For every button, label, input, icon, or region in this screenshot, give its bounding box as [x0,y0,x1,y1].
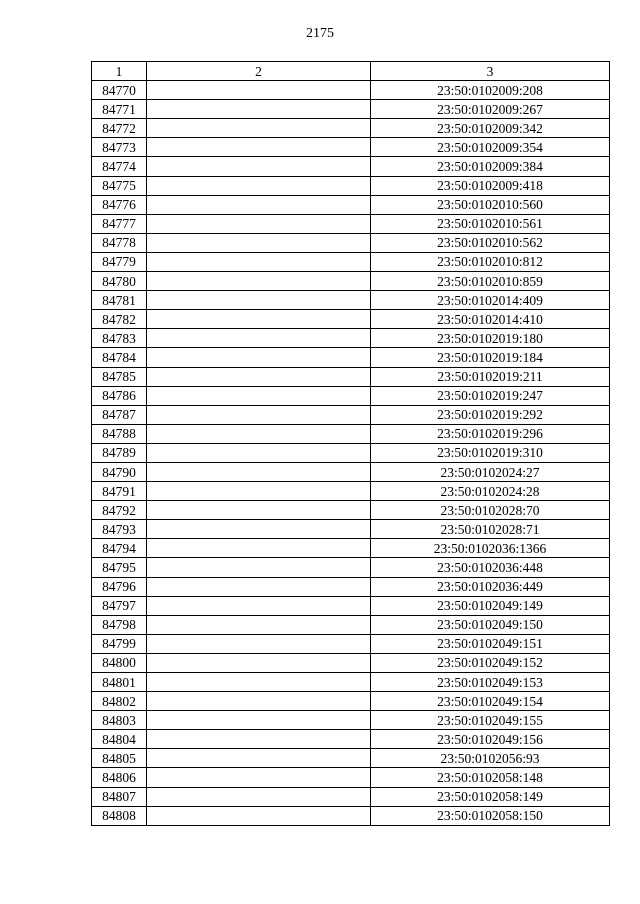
table-row [92,577,610,596]
row-number-cell: 84787 [92,405,147,424]
row-number-cell: 84772 [92,119,147,138]
table-row [92,138,610,157]
cadastral-number-cell: 23:50:0102049:153 [371,673,610,692]
description-cell [147,634,371,653]
cadastral-number-cell: 23:50:0102049:152 [371,653,610,672]
cadastral-number-cell: 23:50:0102010:561 [371,214,610,233]
cadastral-number-cell: 23:50:0102049:155 [371,711,610,730]
cadastral-number-cell: 23:50:0102036:449 [371,577,610,596]
table-row [92,100,610,119]
cadastral-number-cell: 23:50:0102024:28 [371,482,610,501]
cadastral-number-cell: 23:50:0102028:70 [371,501,610,520]
cadastral-number-cell: 23:50:0102009:208 [371,81,610,100]
description-cell [147,577,371,596]
table-row [92,272,610,291]
table-row [92,615,610,634]
description-cell [147,157,371,176]
table-row [92,768,610,787]
table-row [92,367,610,386]
cadastral-number-cell: 23:50:0102028:71 [371,520,610,539]
row-number-cell: 84788 [92,424,147,443]
table-row [92,539,610,558]
cadastral-number-cell: 23:50:0102019:180 [371,329,610,348]
cadastral-number-cell: 23:50:0102049:151 [371,634,610,653]
table-row [92,787,610,806]
cadastral-number-cell: 23:50:0102024:27 [371,462,610,481]
table-row [92,119,610,138]
description-cell [147,348,371,367]
row-number-cell: 84774 [92,157,147,176]
cadastral-number-cell: 23:50:0102009:354 [371,138,610,157]
row-number-cell: 84785 [92,367,147,386]
description-cell [147,558,371,577]
row-number-cell: 84793 [92,520,147,539]
table-row [92,424,610,443]
cadastral-number-cell: 23:50:0102019:247 [371,386,610,405]
header-row [92,62,610,81]
row-number-cell: 84779 [92,252,147,271]
row-number-cell: 84790 [92,462,147,481]
cadastral-number-cell: 23:50:0102019:296 [371,424,610,443]
row-number-cell: 84799 [92,634,147,653]
table-row [92,462,610,481]
row-number-cell: 84803 [92,711,147,730]
table-row [92,157,610,176]
row-number-cell: 84776 [92,195,147,214]
cadastral-number-cell: 23:50:0102049:154 [371,692,610,711]
table-body [92,81,610,826]
column-header-2: 2 [147,62,371,81]
cadastral-number-cell: 23:50:0102010:812 [371,252,610,271]
row-number-cell: 84789 [92,443,147,462]
description-cell [147,673,371,692]
table-row [92,634,610,653]
description-cell [147,272,371,291]
table-row [92,252,610,271]
row-number-cell: 84792 [92,501,147,520]
description-cell [147,787,371,806]
row-number-cell: 84796 [92,577,147,596]
description-cell [147,768,371,787]
description-cell [147,749,371,768]
description-cell [147,711,371,730]
table-row [92,596,610,615]
cadastral-number-cell: 23:50:0102009:384 [371,157,610,176]
row-number-cell: 84804 [92,730,147,749]
table-row [92,195,610,214]
description-cell [147,100,371,119]
row-number-cell: 84786 [92,386,147,405]
table-row [92,386,610,405]
cadastral-number-cell: 23:50:0102036:448 [371,558,610,577]
cadastral-number-cell: 23:50:0102056:93 [371,749,610,768]
row-number-cell: 84805 [92,749,147,768]
description-cell [147,482,371,501]
cadastral-number-cell: 23:50:0102009:418 [371,176,610,195]
page-number: 2175 [306,26,334,41]
description-cell [147,806,371,825]
table-row [92,501,610,520]
description-cell [147,138,371,157]
description-cell [147,520,371,539]
table-row [92,81,610,100]
row-number-cell: 84791 [92,482,147,501]
table-row [92,730,610,749]
table-row [92,176,610,195]
row-number-cell: 84794 [92,539,147,558]
column-header-3: 3 [371,62,610,81]
cadastral-number-cell: 23:50:0102036:1366 [371,539,610,558]
description-cell [147,692,371,711]
table-row [92,749,610,768]
table-row [92,405,610,424]
row-number-cell: 84801 [92,673,147,692]
cadastral-number-cell: 23:50:0102019:211 [371,367,610,386]
description-cell [147,329,371,348]
register-table [91,61,610,826]
description-cell [147,730,371,749]
table-row [92,692,610,711]
description-cell [147,405,371,424]
row-number-cell: 84782 [92,310,147,329]
table-row [92,520,610,539]
table-row [92,443,610,462]
table-row [92,558,610,577]
description-cell [147,291,371,310]
description-cell [147,615,371,634]
cadastral-number-cell: 23:50:0102010:560 [371,195,610,214]
description-cell [147,233,371,252]
cadastral-number-cell: 23:50:0102058:148 [371,768,610,787]
table-row [92,653,610,672]
row-number-cell: 84773 [92,138,147,157]
row-number-cell: 84802 [92,692,147,711]
table-row [92,329,610,348]
column-header-1: 1 [92,62,147,81]
table-row [92,291,610,310]
description-cell [147,386,371,405]
row-number-cell: 84808 [92,806,147,825]
cadastral-number-cell: 23:50:0102010:859 [371,272,610,291]
cadastral-number-cell: 23:50:0102058:150 [371,806,610,825]
cadastral-number-cell: 23:50:0102014:410 [371,310,610,329]
description-cell [147,367,371,386]
row-number-cell: 84800 [92,653,147,672]
row-number-cell: 84798 [92,615,147,634]
row-number-cell: 84784 [92,348,147,367]
row-number-cell: 84795 [92,558,147,577]
table-row [92,806,610,825]
cadastral-number-cell: 23:50:0102049:149 [371,596,610,615]
description-cell [147,81,371,100]
description-cell [147,424,371,443]
cadastral-number-cell: 23:50:0102058:149 [371,787,610,806]
table-row [92,673,610,692]
description-cell [147,252,371,271]
row-number-cell: 84806 [92,768,147,787]
row-number-cell: 84781 [92,291,147,310]
description-cell [147,653,371,672]
description-cell [147,119,371,138]
row-number-cell: 84783 [92,329,147,348]
description-cell [147,501,371,520]
description-cell [147,443,371,462]
cadastral-number-cell: 23:50:0102009:267 [371,100,610,119]
table-row [92,214,610,233]
description-cell [147,462,371,481]
row-number-cell: 84771 [92,100,147,119]
row-number-cell: 84807 [92,787,147,806]
cadastral-number-cell: 23:50:0102009:342 [371,119,610,138]
description-cell [147,214,371,233]
cadastral-number-cell: 23:50:0102010:562 [371,233,610,252]
cadastral-number-cell: 23:50:0102049:150 [371,615,610,634]
cadastral-number-cell: 23:50:0102019:292 [371,405,610,424]
cadastral-number-cell: 23:50:0102019:310 [371,443,610,462]
table-row [92,711,610,730]
table-row [92,233,610,252]
row-number-cell: 84775 [92,176,147,195]
description-cell [147,539,371,558]
row-number-cell: 84770 [92,81,147,100]
description-cell [147,596,371,615]
description-cell [147,176,371,195]
cadastral-number-cell: 23:50:0102049:156 [371,730,610,749]
row-number-cell: 84780 [92,272,147,291]
table-row [92,482,610,501]
table-row [92,348,610,367]
cadastral-number-cell: 23:50:0102019:184 [371,348,610,367]
description-cell [147,310,371,329]
cadastral-number-cell: 23:50:0102014:409 [371,291,610,310]
description-cell [147,195,371,214]
row-number-cell: 84777 [92,214,147,233]
table-row [92,310,610,329]
row-number-cell: 84778 [92,233,147,252]
row-number-cell: 84797 [92,596,147,615]
